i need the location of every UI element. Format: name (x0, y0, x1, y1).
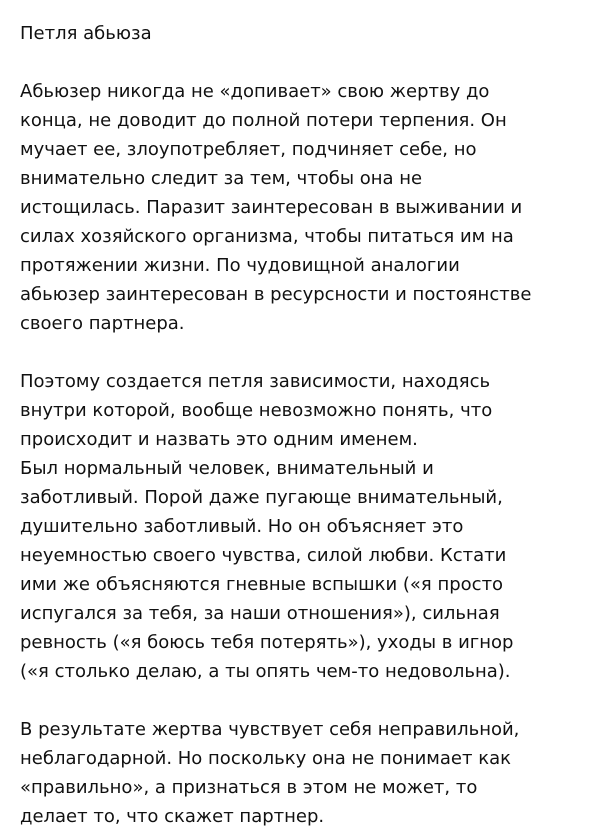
text-line: Был нормальный человек, внимательный и (20, 458, 434, 479)
note-title: Петля абьюза (20, 23, 152, 44)
text-line: ревность («я боюсь тебя потерять»), уходы в игнор (20, 632, 514, 653)
paragraph-3 (20, 715, 580, 831)
text-line: мучает ее, злоупотребляет, подчиняет себе, но (20, 139, 477, 160)
text-line: силах хозяйского организма, чтобы питаться им на (20, 226, 514, 247)
text-line: внимательно следит за тем, чтобы она не (20, 168, 423, 189)
text-line: заботливый. Порой даже пугающе внимательный, (20, 487, 503, 508)
text-line: душительно заботливый. Но он объясняет это (20, 516, 464, 537)
note-body (20, 19, 580, 831)
text-line: «правильно», а признаться в этом не может, то (20, 777, 478, 798)
text-line: Поэтому создается петля зависимости, находясь (20, 371, 491, 392)
paragraph-gap (20, 48, 580, 77)
text-line: делает то, что скажет партнер. (20, 806, 325, 827)
text-line: внутри которой, вообще невозможно понять, что (20, 400, 493, 421)
text-line: неуемностью своего чувства, силой любви. Кстати (20, 545, 507, 566)
text-line: ими же объясняются гневные вспышки («я просто (20, 574, 504, 595)
text-line: происходит и назвать это одним именем. (20, 429, 418, 450)
text-line: испугался за тебя, за наши отношения»), сильная (20, 603, 500, 624)
text-line: абьюзер заинтересован в ресурсности и постоянстве (20, 284, 532, 305)
paragraph-gap (20, 686, 580, 715)
text-line: своего партнера. (20, 313, 185, 334)
text-line: В результате жертва чувствует себя неправильной, (20, 719, 520, 740)
text-line: протяжении жизни. По чудовищной аналогии (20, 255, 460, 276)
text-line: Абьюзер никогда не «допивает» свою жертву до (20, 81, 490, 102)
text-line: истощилась. Паразит заинтересован в выживании и (20, 197, 523, 218)
paragraph-gap (20, 338, 580, 367)
text-line: конца, не доводит до полной потери терпения. Он (20, 110, 507, 131)
paragraph-2 (20, 367, 580, 686)
paragraph-1 (20, 77, 580, 338)
text-line: («я столько делаю, а ты опять чем-то недовольна). (20, 661, 511, 682)
text-line: неблагодарной. Но поскольку она не понимает как (20, 748, 511, 769)
